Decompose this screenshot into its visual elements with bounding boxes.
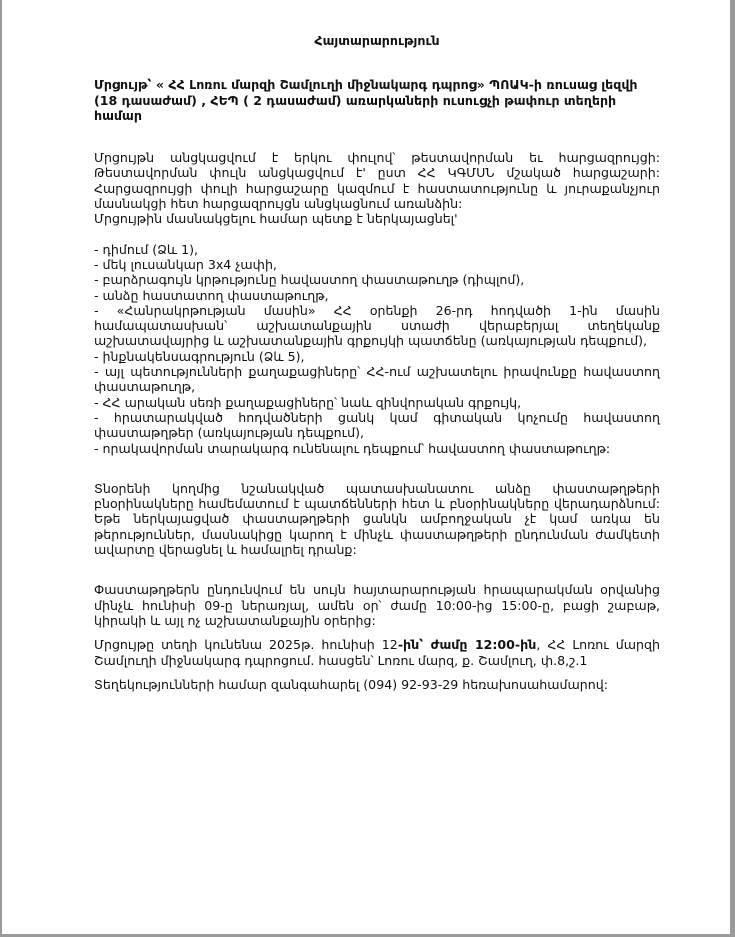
document-page <box>2 0 730 934</box>
venue-paragraph <box>94 637 660 668</box>
page-title: Հայտարարություն <box>314 33 440 48</box>
list-item: - բարձրագույն կրթությունը հավաստող փաստաթուղթ (դիպլոմ), <box>94 272 525 288</box>
venue-text-before: Մրցույթը տեղի կունենա 2025թ. հունիսի 12 <box>94 637 398 653</box>
document-body <box>94 33 660 692</box>
list-item: - դիմում (Ձև 1), <box>94 241 199 257</box>
list-item: - «Հանրակրթության մասին» ՀՀ օրենքի 26-րդ հոդվածի 1-ին մասին համապատասխան՝ աշխատանքային ստաժի վերաբերյալ տեղեկանք աշխատավայրից և աշխատանքային գրքույկի պատճենը (առկայության դեպքում), <box>94 302 660 349</box>
list-item: - այլ պետությունների քաղաքացիները՝ ՀՀ-ում աշխատելու իրավունքը հավաստող փաստաթուղթ, <box>94 364 660 395</box>
list-item: - ինքնակենսագրություն (Ձև 5), <box>94 348 305 364</box>
list-item: - անձը հաստատող փաստաթուղթ, <box>94 287 329 303</box>
competition-subject: Մրցույթ՝ « ՀՀ Լոռու մարզի Շամլուղի միջնակարգ դպրոց» ՊՈԱԿ-ի ռուսաց լեզվի (18 դասաժամ) , ՀԵՊ ( 2 դասաժամ) առարկաների ուսուցչի թափուր տեղերի համար <box>94 77 638 123</box>
requirements-lead: Մրցույթին մասնակցելու համար պետք է ներկայացնել' <box>94 211 458 227</box>
acceptance-paragraph: Փաստաթղթերն ընդունվում են սույն հայտարարության հրապարակման օրվանից մինչև հունիսի 09-ը ներառյալ, ամեն օր՝ ժամը 10:00-ից 15:00-ը, բացի շաբաթ, կիրակի և այլ ոչ աշխատանքային օրերից: <box>94 582 660 628</box>
venue-text-after: , ՀՀ Լոռու մարզի Շամլուղի միջնակարգ դպրոցում. հասցեն՝ Լոռու մարզ, ք. Շամլուղ, փ.8,շ.1 <box>94 637 660 668</box>
list-item: - ՀՀ արական սեռի քաղաքացիները՝ նաև զինվորական գրքույկ, <box>94 394 522 410</box>
list-item: - հրատարակված հոդվածների ցանկ կամ գիտական կոչումը հավաստող փաստաթղթեր (առկայության դեպքում), <box>94 409 660 441</box>
requirements-list <box>94 242 660 456</box>
venue-time: -ին՝ ժամը 12:00-ին <box>397 637 537 653</box>
contact-paragraph: Տեղեկությունների համար զանգահարել (094) 92-93-29 հեռախոսահամարով: <box>94 676 608 692</box>
list-item: - որակավորման տարակարգ ունենալու դեպքում՝ հավաստող փաստաթուղթ: <box>94 440 611 456</box>
list-item: - մեկ լուսանկար 3x4 չափի, <box>94 256 277 272</box>
intro-paragraph: Մրցույթն անցկացվում է երկու փուլով՝ թեստավորման եւ հարցազրույցի: Թեստավորման փուլն անցկացվում է' ըստ ՀՀ ԿԳՄՍՆ մշակած հարցաշարի: Հարցազրույցի փուլի հարցաշարը կազմում է հաստատությունը և յուրաքանչյուր մասնակցի հետ հարցազրույցն անցկացնում առանձին: <box>94 150 660 212</box>
verification-paragraph: Տնօրենի կողմից նշանակված պատասխանատու անձը փաստաթղթերի բնօրինակները համեմատում է պատճենների հետ և բնօրինակները վերադարձնում: Եթե ներկայացված փաստաթղթերի ցանկն ամբողջական չէ կամ առկա են թերություններ, մասնակիցը կարող է մինչև փաստաթղթերի ընդունման ժամկետի ավարտը վերացնել և համալրել դրանք: <box>94 480 660 558</box>
